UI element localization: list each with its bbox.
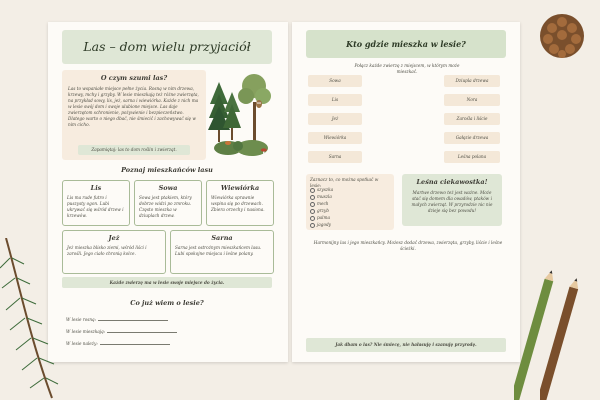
animal-card-lis: [62, 180, 130, 226]
choice-option[interactable]: grzyb: [310, 208, 329, 214]
matching-instruction: Połącz każde zwierzę z miejscem, w którym może mieszkać.: [354, 63, 460, 74]
animal-text: Wiewiórka sprawnie wspina się po drzewach. Zbiera orzechy i nasiona.: [211, 195, 265, 212]
answer-line[interactable]: [98, 316, 168, 321]
worksheet-right-page: [292, 22, 520, 362]
animal-card-sowa: [134, 180, 202, 226]
animal-text: Lis ma rude futro i puszysty ogon. Lubi ukrywać się wśród drzew i krzewów.: [67, 195, 124, 218]
right-footer-banner: [306, 338, 506, 352]
radio-icon[interactable]: [310, 216, 315, 221]
animals-heading: Poznaj mieszkańców lasu: [121, 166, 213, 174]
forest-illustration: [208, 64, 276, 160]
match-animal[interactable]: Sowa: [308, 75, 362, 87]
quiz-line[interactable]: W lesie rosną:: [66, 316, 168, 322]
answer-line[interactable]: [100, 340, 170, 345]
oak-tree-icon: [238, 74, 271, 144]
fact-text: Martwe drzewo też jest ważne. Może stać się domem dla owadów, ptaków i małych zwierząt. W przyrodzie nic nie dzieje się bez powodu!: [411, 190, 493, 213]
answer-line[interactable]: [107, 328, 177, 333]
brown-pencil-icon: [540, 276, 580, 400]
match-place[interactable]: Dziupla drzewa: [444, 75, 500, 87]
choice-option[interactable]: mech: [310, 201, 329, 207]
animal-card-wiewiorka: [206, 180, 274, 226]
match-animal[interactable]: Wiewiórka: [308, 132, 362, 144]
animal-name: Sowa: [158, 184, 178, 192]
animal-text: Jeż mieszka blisko ziemi, wśród liści i zarośli. Jego ciało chronią kolce.: [67, 245, 147, 256]
match-animal[interactable]: Sarna: [308, 151, 362, 163]
bottom-note: Harmonijny las i jego mieszkańcy. Możesz dodać drzewa, zwierzęta, grzyby, liście i leśne ścieżki.: [313, 240, 503, 251]
radio-icon[interactable]: [310, 195, 315, 200]
animal-text: Sarna jest ostrożnym mieszkańcem lasu. Lubi spokojne miejsca i leśne polany.: [175, 245, 262, 256]
right-title-banner: [306, 30, 506, 58]
match-place[interactable]: Gałęzie drzewa: [444, 132, 500, 144]
fact-heading: Leśna ciekawostka!: [416, 178, 488, 186]
radio-icon[interactable]: [310, 209, 315, 214]
page-title: Las – dom wielu przyjaciół: [83, 39, 251, 54]
match-place[interactable]: Leśna polana: [444, 151, 500, 163]
animal-card-jez: [62, 230, 166, 274]
choice-option[interactable]: muszla: [310, 194, 332, 200]
page-title: Kto gdzie mieszka w lesie?: [346, 39, 466, 49]
quiz-line[interactable]: W lesie mieszkają:: [66, 328, 177, 334]
animal-name: Wiewiórka: [220, 184, 260, 192]
choice-box: [306, 174, 394, 230]
owl-icon: [256, 100, 262, 108]
bushes-icon: [214, 140, 268, 156]
right-footer: Jak dbam o las? Nie śmiecę, nie hałasuję i szanuję przyrodę.: [335, 342, 477, 347]
choice-option[interactable]: jagody: [310, 222, 331, 228]
choice-question: Zaznacz to, co można spotkać w lesie:: [310, 177, 379, 188]
choice-option[interactable]: palma: [310, 215, 330, 221]
fact-box: [402, 174, 502, 226]
animal-name: Jeż: [108, 234, 120, 242]
choice-option[interactable]: szyszka: [310, 187, 333, 193]
pine-cone-icon: [534, 8, 590, 64]
worksheet-left-page: [48, 22, 288, 362]
spruce-branch-icon: [0, 238, 60, 400]
intro-remember: Zapamiętaj: las to dom roślin i zwierząt.: [78, 145, 190, 155]
animal-text: Sowa jest ptakiem, który dobrze widzi po zmroku. Często mieszka w dziuplach drzew.: [139, 195, 192, 218]
animal-card-sarna: [170, 230, 274, 274]
animals-footer-banner: [62, 277, 272, 288]
fox-icon: [225, 141, 231, 145]
animal-name: Sarna: [211, 234, 233, 242]
quiz-line[interactable]: W lesie należy:: [66, 340, 170, 346]
match-place[interactable]: Nora: [444, 94, 500, 106]
intro-box: [62, 70, 206, 160]
radio-icon[interactable]: [310, 223, 315, 228]
match-place[interactable]: Zarośla i liście: [444, 113, 500, 125]
radio-icon[interactable]: [310, 188, 315, 193]
animals-footer: Każde zwierzę ma w lesie swoje miejsce do życia.: [109, 280, 225, 285]
match-animal[interactable]: Lis: [308, 94, 362, 106]
match-animal[interactable]: Jeż: [308, 113, 362, 125]
left-title-banner: [62, 30, 272, 64]
intro-heading: O czym szumi las?: [100, 74, 168, 82]
radio-icon[interactable]: [310, 202, 315, 207]
intro-text: Las to wspaniałe miejsce pełne życia. Rosną w nim drzewa, krzewy, mchy i grzyby. W lesie mieszkają też różne zwierzęta, na przykład sowy, lis, jeż, sarna i wiewiórka. Każde z nich ma w lesie swój dom i swoje ulubione miejsce. Las daje zwierzętom schronienie, pożywienie i bezpieczeństwo. Dlatego warto o niego dbać, nie śmiecić i zachowywać się w nim cicho.: [68, 86, 199, 127]
animal-name: Lis: [90, 184, 102, 192]
quiz-heading: Co już wiem o lesie?: [130, 299, 204, 307]
